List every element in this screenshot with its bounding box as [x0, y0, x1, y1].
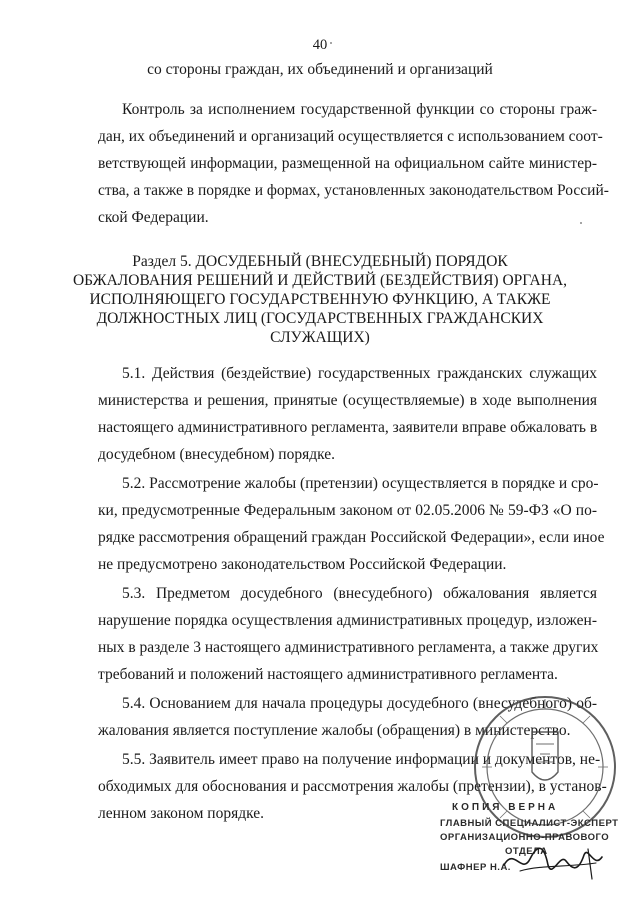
paragraph-line: требований и положений настоящего административного регламента.	[98, 666, 558, 683]
stamp-line: ШАФНЕР Н.А.	[440, 862, 511, 873]
section-title-line: ДОЛЖНОСТНЫХ ЛИЦ (ГОСУДАРСТВЕННЫХ ГРАЖДАНСКИХ	[96, 310, 544, 327]
paragraph-line: жалования является поступление жалобы (обращения) в министерство.	[98, 722, 571, 739]
paragraph-line: досудебном (внесудебном) порядке.	[98, 446, 336, 463]
paragraph-line: 5.4. Основанием для начала процедуры досудебного (внесудебного) об-	[122, 695, 597, 712]
paragraph-line: обходимых для обоснования и рассмотрения жалобы (претензии), в установ-	[98, 778, 607, 795]
section-title-line: ИСПОЛНЯЮЩЕГО ГОСУДАРСТВЕННУЮ ФУНКЦИЮ, А ТАКЖЕ	[89, 291, 551, 308]
paragraph-line: ных в разделе 3 настоящего административного регламента, а также других	[98, 639, 599, 656]
stamp-line: ОРГАНИЗАЦИОННО-ПРАВОВОГО	[440, 832, 610, 843]
intro-line: ства, а также в порядке и формах, установленных законодательством Россий-	[98, 182, 609, 199]
heading-continuation: со стороны граждан, их объединений и организаций	[147, 61, 493, 78]
paragraph-line: 5.5. Заявитель имеет право на получение информации и документов, не-	[122, 751, 601, 768]
page-number: 40	[312, 37, 328, 53]
paragraph-line: 5.1. Действия (бездействие) государственных гражданских служащих	[122, 365, 597, 382]
section-title-line: СЛУЖАЩИХ)	[270, 329, 370, 346]
section-title-line: ОБЖАЛОВАНИЯ РЕШЕНИЙ И ДЕЙСТВИЙ (БЕЗДЕЙСТВИЯ) ОРГАНА,	[72, 272, 568, 289]
paragraph-line: министерства и решения, принятые (осуществляемые) в ходе выполнения	[98, 392, 597, 409]
intro-line: дан, их объединений и организаций осуществляется с использованием соот-	[98, 128, 603, 145]
paragraph-line: ленном законом порядке.	[98, 805, 264, 822]
paragraph-line: ки, предусмотренные Федеральным законом от 02.05.2006 № 59-ФЗ «О по-	[98, 502, 597, 519]
stamp-line: КОПИЯ ВЕРНА	[452, 802, 559, 813]
paragraph-line: нарушение порядка осуществления административных процедур, изложен-	[98, 612, 597, 629]
paragraph-line: 5.2. Рассмотрение жалобы (претензии) осуществляется в порядке и сро-	[122, 475, 599, 492]
paragraph-line: настоящего административного регламента, заявители вправе обжаловать в	[98, 419, 598, 436]
paragraph-line: рядке рассмотрения обращений граждан Российской Федерации», если иное	[98, 529, 605, 546]
paragraph-line: 5.3. Предметом досудебного (внесудебного) обжалования является	[122, 585, 597, 602]
section-title-line: Раздел 5. ДОСУДЕБНЫЙ (ВНЕСУДЕБНЫЙ) ПОРЯДОК	[132, 253, 508, 270]
intro-line: ской Федерации.	[98, 209, 209, 226]
scan-speck	[580, 222, 582, 224]
handwritten-signature	[500, 835, 610, 885]
intro-line: ветствующей информации, размещенной на официальном сайте министер-	[98, 155, 597, 172]
stamp-line: ОТДЕЛА	[505, 846, 548, 857]
stamp-line: ГЛАВНЫЙ СПЕЦИАЛИСТ-ЭКСПЕРТ	[440, 818, 619, 829]
intro-line: Контроль за исполнением государственной функции со стороны граж-	[122, 101, 597, 118]
scan-speck	[330, 42, 332, 44]
paragraph-line: не предусмотрено законодательством Российской Федерации.	[98, 556, 507, 573]
